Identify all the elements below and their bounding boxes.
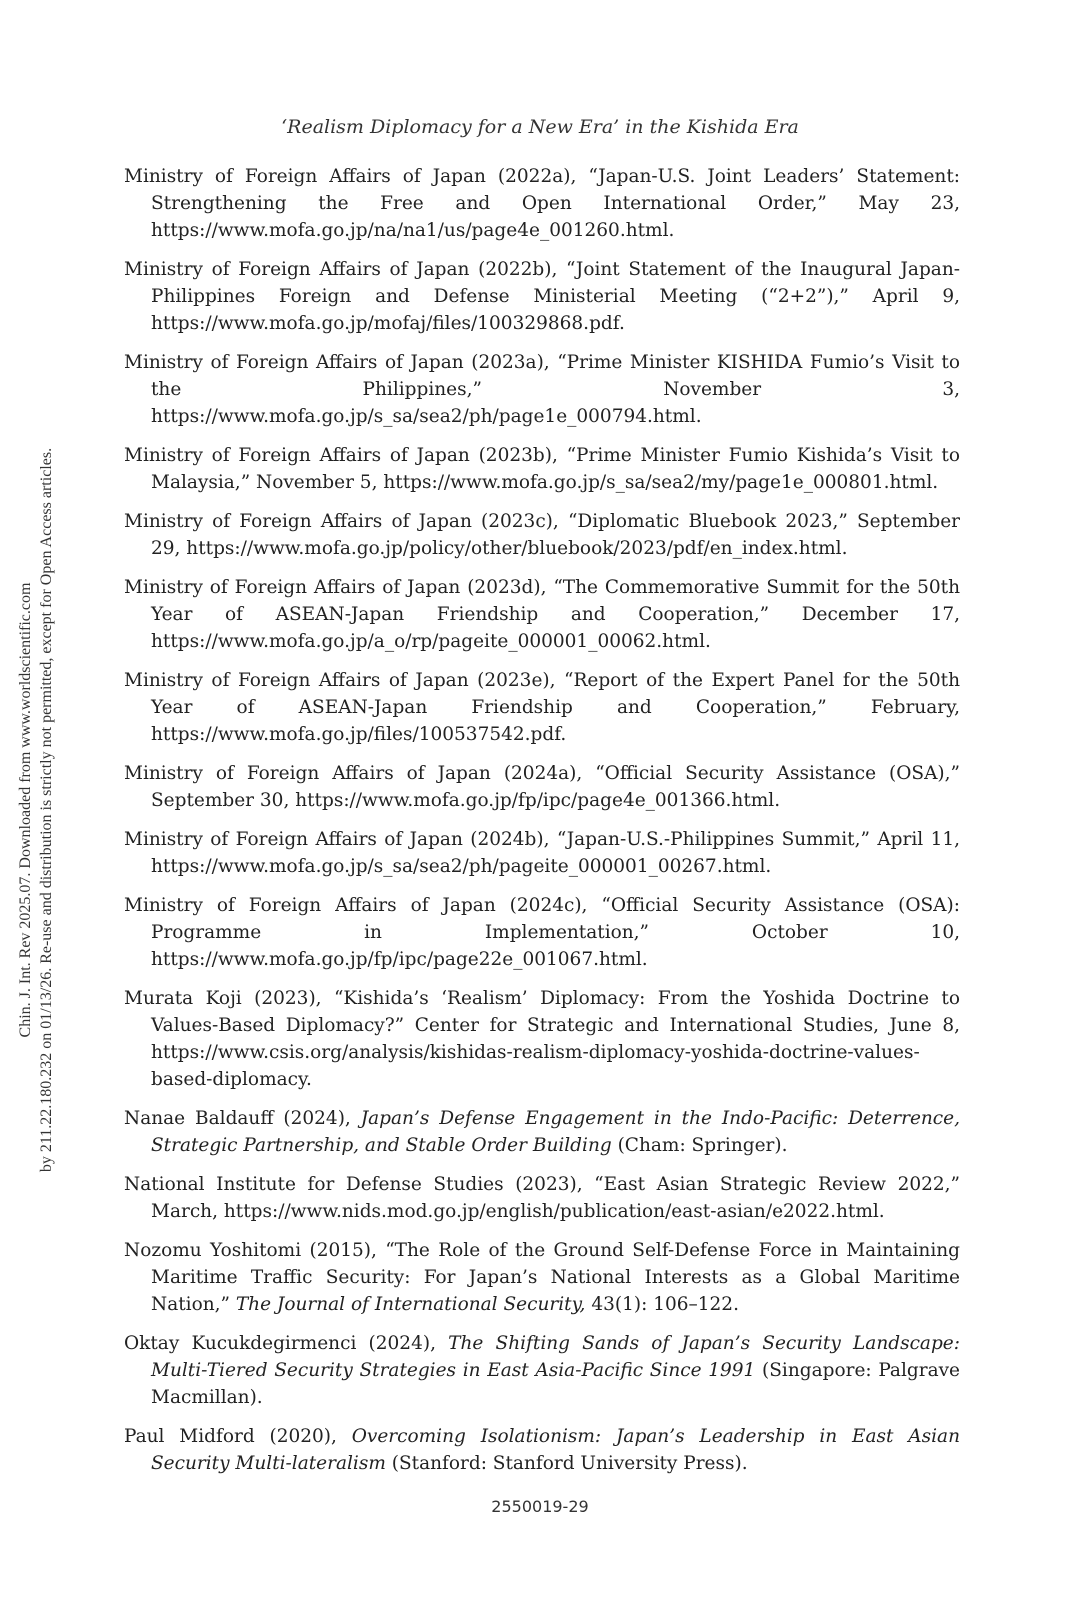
reference-text: Murata Koji (2023), “Kishida’s ‘Realism’ Diplomacy: From the Yoshida Doctrine to Values-Based Diplomacy?” Center for Strategic and International Studies, June 8, https://www.csis.org/analysis/kishidas-realism-diplomacy-yoshida-doctrine-values-based-diplomacy.	[124, 988, 960, 1090]
reference-text: Ministry of Foreign Affairs of Japan (2023b), “Prime Minister Fumio Kishida’s Visit to Malaysia,” November 5, https://www.mofa.go.jp/s_sa/sea2/my/page1e_000801.html.	[124, 445, 960, 493]
reference-entry	[124, 349, 960, 430]
reference-text: Paul Midford (2020),	[124, 1426, 352, 1447]
reference-text: Nanae Baldauff (2024),	[124, 1108, 361, 1129]
reference-title: The Shifting Sands of Japan’s Security Landscape: Multi-Tiered Security Strategies in East Asia-Pacific Since 1991	[151, 1333, 960, 1381]
reference-text: Ministry of Foreign Affairs of Japan (2023c), “Diplomatic Bluebook 2023,” September 29, https://www.mofa.go.jp/policy/other/bluebook/2023/pdf/en_index.html.	[124, 511, 960, 559]
reference-entry	[124, 508, 960, 562]
reference-list	[124, 163, 960, 1489]
reference-text: Ministry of Foreign Affairs of Japan (2024c), “Official Security Assistance (OSA): Programme in Implementation,” October 10, https://www.mofa.go.jp/fp/ipc/page22e_001067.html.	[124, 895, 960, 970]
reference-entry	[124, 1171, 960, 1225]
download-notice-line-2: by 211.22.180.232 on 01/13/26. Re-use and distribution is strictly not permitted, except for Open Access articles.	[38, 447, 55, 1173]
reference-title: Japan’s Defense Engagement in the Indo-Pacific: Deterrence, Strategic Partnership, and Stable Order Building	[151, 1108, 960, 1156]
reference-entry	[124, 1423, 960, 1477]
reference-entry	[124, 760, 960, 814]
reference-suffix: 43(1): 106–122.	[585, 1294, 739, 1315]
reference-text: Ministry of Foreign Affairs of Japan (2023d), “The Commemorative Summit for the 50th Year of ASEAN-Japan Friendship and Cooperation,” December 17, https://www.mofa.go.jp/a_o/rp/pageite_000001_00062.html.	[124, 577, 960, 652]
reference-entry	[124, 826, 960, 880]
reference-title: Overcoming Isolationism: Japan’s Leadership in East Asian Security Multi-lateralism	[151, 1426, 960, 1474]
reference-text: Ministry of Foreign Affairs of Japan (2023e), “Report of the Expert Panel for the 50th Year of ASEAN-Japan Friendship and Cooperation,” February, https://www.mofa.go.jp/files/100537542.pdf.	[124, 670, 960, 745]
reference-suffix: (Cham: Springer).	[611, 1135, 788, 1156]
reference-text: Ministry of Foreign Affairs of Japan (2022a), “Japan-U.S. Joint Leaders’ Statement: Strengthening the Free and Open International Order,” May 23, https://www.mofa.go.jp/na/na1/us/page4e_001260.html.	[124, 166, 960, 241]
reference-entry	[124, 1105, 960, 1159]
reference-entry	[124, 574, 960, 655]
reference-entry	[124, 163, 960, 244]
reference-text: Oktay Kucukdegirmenci (2024),	[124, 1333, 449, 1354]
reference-text: Ministry of Foreign Affairs of Japan (2024a), “Official Security Assistance (OSA),” September 30, https://www.mofa.go.jp/fp/ipc/page4e_001366.html.	[124, 763, 960, 811]
reference-suffix: (Singapore: Palgrave Macmillan).	[151, 1360, 960, 1408]
download-notice-line-1: Chin. J. Int. Rev 2025.07. Downloaded from www.worldscientific.com	[17, 582, 34, 1038]
download-notice	[15, 370, 57, 1250]
reference-text: Ministry of Foreign Affairs of Japan (2023a), “Prime Minister KISHIDA Fumio’s Visit to the Philippines,” November 3, https://www.mofa.go.jp/s_sa/sea2/ph/page1e_000794.html.	[124, 352, 960, 427]
reference-entry	[124, 667, 960, 748]
reference-text: Nozomu Yoshitomi (2015), “The Role of the Ground Self-Defense Force in Maintaining Maritime Traffic Security: For Japan’s National Interests as a Global Maritime Nation,”	[124, 1240, 960, 1315]
reference-text: Ministry of Foreign Affairs of Japan (2024b), “Japan-U.S.-Philippines Summit,” April 11, https://www.mofa.go.jp/s_sa/sea2/ph/pageite_000001_00267.html.	[124, 829, 960, 877]
reference-entry	[124, 256, 960, 337]
reference-title: The Journal of International Security,	[235, 1294, 586, 1315]
reference-text: Ministry of Foreign Affairs of Japan (2022b), “Joint Statement of the Inaugural Japan-Philippines Foreign and Defense Ministerial Meeting (“2+2”),” April 9, https://www.mofa.go.jp/mofaj/files/100329868.pdf.	[124, 259, 960, 334]
reference-entry	[124, 892, 960, 973]
reference-text: National Institute for Defense Studies (2023), “East Asian Strategic Review 2022,” March, https://www.nids.mod.go.jp/english/publication/east-asian/e2022.html.	[124, 1174, 960, 1222]
page-number: 2550019-29	[491, 1497, 589, 1516]
running-header: ‘Realism Diplomacy for a New Era’ in the Kishida Era	[281, 116, 799, 138]
reference-entry	[124, 1330, 960, 1411]
reference-entry	[124, 985, 960, 1093]
reference-suffix: (Stanford: Stanford University Press).	[385, 1453, 748, 1474]
reference-entry	[124, 442, 960, 496]
reference-entry	[124, 1237, 960, 1318]
